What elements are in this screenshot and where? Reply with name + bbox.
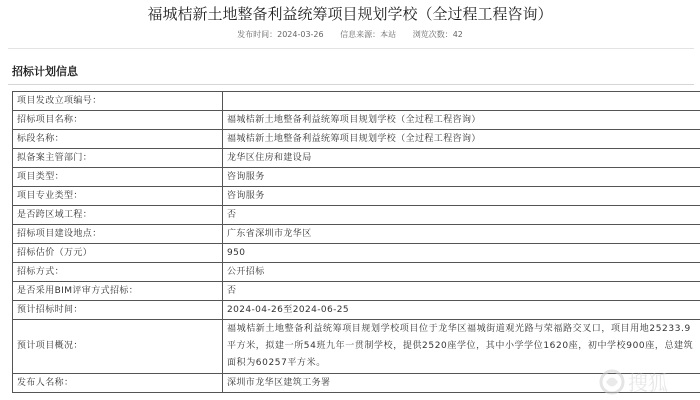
page-title: 福城桔新土地整备利益统筹项目规划学校（全过程工程咨询） <box>147 5 553 23</box>
view-count: 浏览次数：42 <box>412 30 463 39</box>
row-label: 发布人名称： <box>13 374 223 393</box>
row-label: 项目发改立项编号： <box>13 92 223 111</box>
publish-time: 发布时间：2024-03-26 <box>237 30 324 39</box>
table-row <box>13 168 700 187</box>
row-label: 项目专业类型： <box>13 187 223 206</box>
table-row <box>13 244 700 263</box>
table-row <box>13 282 700 301</box>
row-label: 是否采用BIM评审方式招标： <box>13 282 223 301</box>
table-row <box>13 187 700 206</box>
row-value: 2024-04-26至2024-06-25 <box>223 301 700 320</box>
table-row <box>13 374 700 393</box>
section-divider <box>8 84 694 85</box>
table-row <box>13 320 700 374</box>
row-value: 福城桔新土地整备利益统筹项目规划学校（全过程工程咨询） <box>223 111 700 130</box>
row-value: 福城桔新土地整备利益统筹项目规划学校项目位于龙华区福城街道观光路与荣福路交叉口，项目用地25233.9平方米，拟建一所54班九年一贯制学校，提供2520座学位，其中小学学位1620座，初中学校900座，总建筑面积为60257平方米。 <box>223 320 700 374</box>
row-label: 招标项目建设地点： <box>13 225 223 244</box>
table-row <box>13 130 700 149</box>
table-row <box>13 301 700 320</box>
row-value: 否 <box>223 206 700 225</box>
row-value: 深圳市龙华区建筑工务署 <box>223 374 700 393</box>
row-label: 是否跨区域工程： <box>13 206 223 225</box>
row-label: 标段名称： <box>13 130 223 149</box>
row-value: 龙华区住房和建设局 <box>223 149 700 168</box>
row-label: 预计招标时间： <box>13 301 223 320</box>
row-label: 拟备案主管部门： <box>13 149 223 168</box>
section-title: 招标计划信息 <box>12 65 78 78</box>
row-value: 咨询服务 <box>223 168 700 187</box>
row-value: 咨询服务 <box>223 187 700 206</box>
row-label: 项目类型： <box>13 168 223 187</box>
row-label: 预计项目概况： <box>13 320 223 374</box>
row-label: 招标估价（万元） <box>13 244 223 263</box>
info-source: 信息来源：本站 <box>340 30 397 39</box>
table-row <box>13 92 700 111</box>
row-label: 招标方式： <box>13 263 223 282</box>
row-value: 否 <box>223 282 700 301</box>
table-row <box>13 263 700 282</box>
watermark-text: 搜狐 <box>628 371 668 395</box>
title-divider <box>8 48 694 49</box>
row-value: 公开招标 <box>223 263 700 282</box>
article-meta <box>0 29 700 41</box>
row-value: 福城桔新土地整备利益统筹项目规划学校（全过程工程咨询） <box>223 130 700 149</box>
row-value <box>223 92 700 111</box>
table-row <box>13 111 700 130</box>
table-row <box>13 225 700 244</box>
row-label: 招标项目名称： <box>13 111 223 130</box>
table-row <box>13 149 700 168</box>
row-value: 950 <box>223 244 700 263</box>
tender-plan-table <box>12 91 700 393</box>
table-row <box>13 206 700 225</box>
row-value: 广东省深圳市龙华区 <box>223 225 700 244</box>
